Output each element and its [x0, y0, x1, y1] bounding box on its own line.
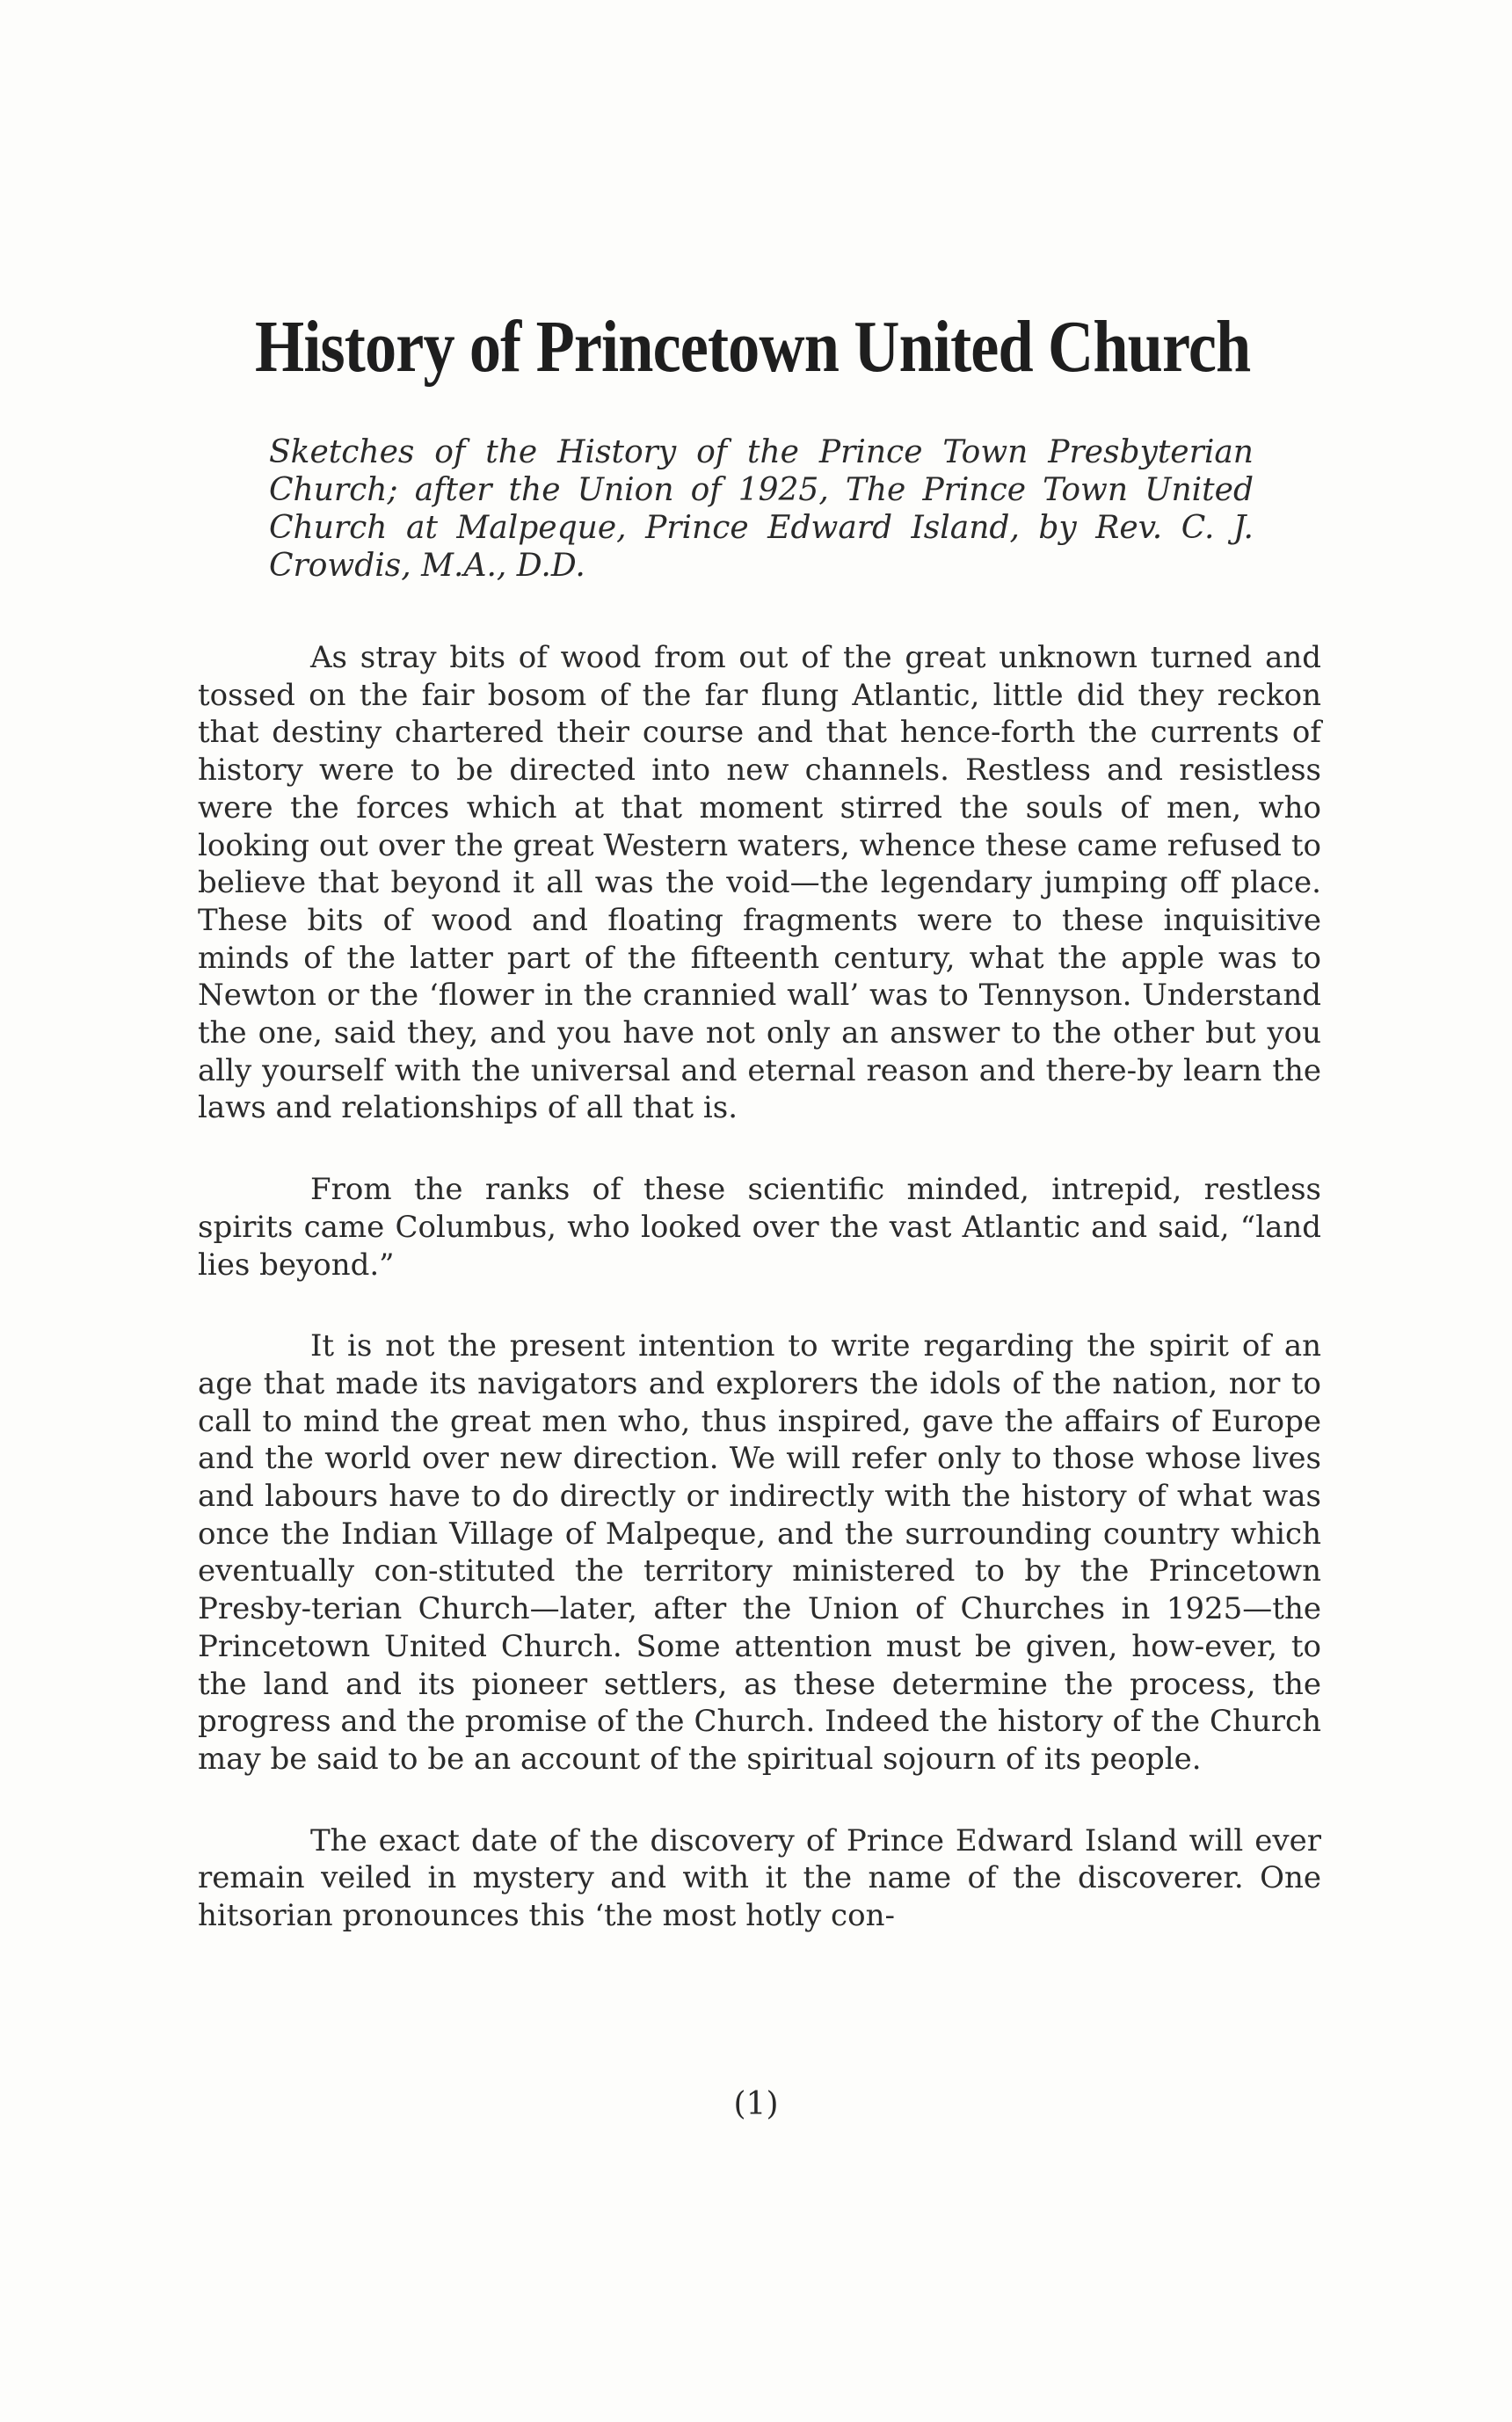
paragraph-1: As stray bits of wood from out of the great unknown turned and tossed on the fair bosom of the far flung Atlantic, little did they reckon that destiny chartered their course and that hence-forth the currents of history were to be directed into new channels. Restless and resistless were the forces which at that moment stirred the souls of men, who looking out over the great Western waters, whence these came refused to believe that beyond it all was the void—the legendary jumping off place. These bits of wood and floating fragments were to these inquisitive minds of the latter part of the fifteenth century, what the apple was to Newton or the ‘flower in the crannied wall’ was to Tennyson. Understand the one, said they, and you have not only an answer to the other but you ally yourself with the universal and eternal reason and there-by learn the laws and relationships of all that is. — [198, 640, 1321, 1126]
subtitle: Sketches of the History of the Prince Town Presbyterian Church; after the Union of 1925, The Prince Town United Church at Malpeque, Prince Edward Island, by Rev. C. J. Crowdis, M.A., D.D. — [269, 434, 1254, 584]
paragraph-2: From the ranks of these scientific minded, intrepid, restless spirits came Columbus, who looked over the vast Atlantic and said, “land lies beyond.” — [198, 1172, 1321, 1283]
page-number: (1) — [733, 2086, 779, 2122]
body-text — [198, 639, 1321, 1979]
paragraph-3: It is not the present intention to write regarding the spirit of an age that made its navigators and explorers the idols of the nation, nor to call to mind the great men who, thus inspired, gave the affairs of Europe and the world over new direction. We will refer only to those whose lives and labours have to do directly or indirectly with the history of what was once the Indian Village of Malpeque, and the surrounding country which eventually con-stituted the territory ministered to by the Princetown Presby-terian Church—later, after the Union of Churches in 1925—the Princetown United Church. Some attention must be given, how-ever, to the land and its pioneer settlers, as these determine the process, the progress and the promise of the Church. Indeed the history of the Church may be said to be an account of the spiritual sojourn of its people. — [198, 1328, 1321, 1777]
page-title: History of Princetown United Church — [255, 306, 1251, 388]
paragraph-4: The exact date of the discovery of Prince Edward Island will ever remain veiled in mystery and with it the name of the discoverer. One hitsorian pronounces this ‘the most hotly con- — [198, 1822, 1321, 1934]
